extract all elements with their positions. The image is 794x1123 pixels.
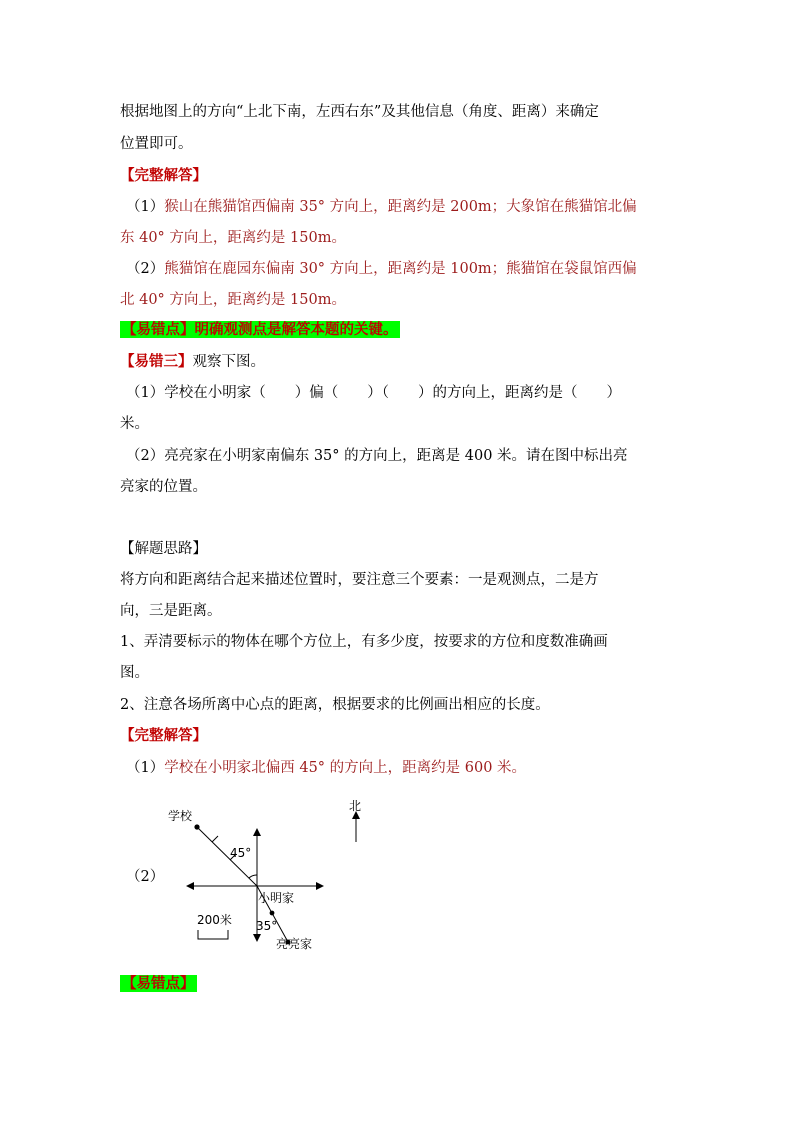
answer-part1-line2: [120, 228, 346, 248]
thinking-heading: 【解题思路】: [120, 541, 207, 557]
answer2-q1: [126, 758, 526, 778]
error-point-2-highlight: 【易错点】: [122, 975, 195, 992]
error-point-2: [120, 974, 197, 994]
problem3-q2-line2: 亮家的位置。: [120, 479, 207, 495]
answer-part1-text-b: 东 40° 方向上，距离约是 150m。: [120, 230, 346, 246]
scale-label: 200米: [197, 913, 232, 927]
thinking-line-2: 向，三是距离。: [120, 603, 222, 619]
answer2-heading: 【完整解答】: [120, 727, 207, 744]
east-arrow: [316, 882, 324, 890]
answer-part1-label: （1）: [126, 199, 165, 215]
error-point-1: [120, 320, 400, 340]
scale-bar: [198, 930, 228, 939]
answer-part2-label: （2）: [126, 261, 165, 277]
problem3-q2-line1: （2）亮亮家在小明家南偏东 35° 的方向上，距离是 400 米。请在图中标出亮: [126, 448, 628, 464]
error-point-1-highlight: 【易错点】明确观测点是解答本题的关键。: [122, 321, 398, 338]
answer-part2-line1: [126, 259, 637, 279]
north-label: 北: [349, 799, 362, 813]
school-label: 学校: [168, 809, 193, 823]
direction-diagram: [120, 790, 380, 960]
problem3-q1-line1: （1）学校在小明家（ ）偏（ ）（ ）的方向上，距离约是（ ）: [126, 385, 621, 401]
thinking-line-3: 1、弄清要标示的物体在哪个方位上，有多少度，按要求的方位和度数准确画: [120, 634, 608, 650]
problem3-heading: [120, 352, 265, 372]
angle-45-label: 45°: [230, 846, 252, 860]
intro-line-2: 位置即可。: [120, 136, 193, 152]
answer-part2-text-a: 熊猫馆在鹿园东偏南 30° 方向上，距离约是 100m；熊猫馆在袋鼠馆西偏: [164, 261, 637, 277]
thinking-line-1: 将方向和距离结合起来描述位置时，要注意三个要素：一是观测点，二是方: [120, 572, 599, 588]
liangliang-home-label: 亮亮家: [276, 937, 313, 951]
tick-mark-1: [212, 836, 218, 842]
thinking-line-4: 图。: [120, 665, 149, 681]
answer-heading: 【完整解答】: [120, 167, 207, 184]
north-axis-arrow: [253, 828, 261, 836]
answer-part2-text-b: 北 40° 方向上，距离约是 150m。: [120, 292, 346, 308]
problem3-tag: 【易错三】: [120, 353, 193, 370]
angle-arc-45: [249, 875, 257, 878]
problem3-heading-rest: 观察下图。: [192, 354, 265, 370]
angle-35-label: 35°: [256, 919, 278, 933]
answer-part2-line2: [120, 290, 346, 310]
answer2-q1-label: （1）: [126, 760, 165, 776]
west-arrow: [186, 882, 194, 890]
school-point: [194, 824, 199, 829]
problem3-q1-line2: 米。: [120, 416, 149, 432]
answer2-q1-text: 学校在小明家北偏西 45° 的方向上，距离约是 600 米。: [164, 760, 527, 776]
answer-part1-line1: [126, 197, 637, 217]
xiaoming-home-label: 小明家: [258, 891, 295, 905]
thinking-line-5: 2、注意各场所离中心点的距离，根据要求的比例画出相应的长度。: [120, 697, 550, 713]
answer-part1-text-a: 猴山在熊猫馆西偏南 35° 方向上，距离约是 200m；大象馆在熊猫馆北偏: [164, 199, 637, 215]
answer2-q2-label: （2）: [126, 869, 165, 885]
midpoint-dot: [270, 911, 275, 916]
intro-line-1: 根据地图上的方向“上北下南，左西右东”及其他信息（角度、距离）来确定: [120, 104, 599, 120]
south-axis-arrow: [253, 934, 261, 942]
